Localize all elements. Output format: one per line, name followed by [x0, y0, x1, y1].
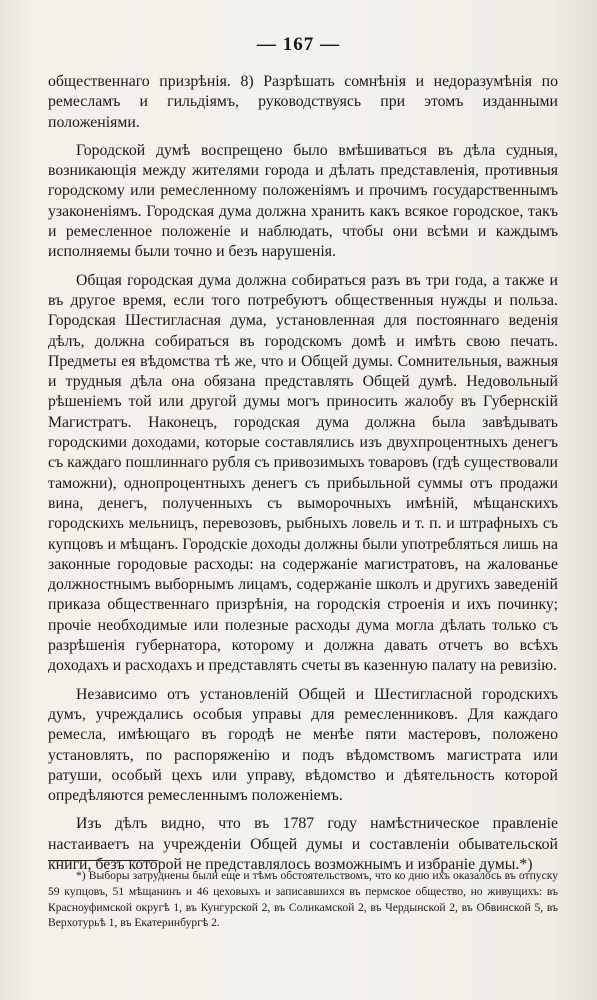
main-text [48, 72, 558, 883]
paragraph-4: Независимо отъ установленій Общей и Шестигласной городскихъ думъ, учреждались особыя управы для ремесленниковъ. Для каждаго ремесла, имѣющаго въ городѣ не менѣе пяти мастеровъ, положено установлять, по распоряженію и подъ вѣдомствомъ магистрата или ратуши, особый цехъ или управу, вѣдомство и дѣятельность которой опредѣляются ремесленнымъ положеніемъ. [48, 685, 558, 805]
page-number: — 167 — [257, 34, 340, 55]
paragraph-3: Общая городская дума должна собираться разъ въ три года, а также и въ другое время, если того потребуютъ общественныя нужды и польза. Городская Шестигласная дума, установленная для постояннаго веденія дѣлъ, должна собираться въ городскомъ домѣ и имѣть свою печать. Предметы ея вѣдомства тѣ же, что и Общей думы. Сомнительныя, важныя и трудныя дѣла она обязана представлять Общей думѣ. Недовольный рѣшеніемъ той или другой думы могъ приносить жалобу въ Губернскій Магистратъ. Наконецъ, городская дума должна была завѣдывать городскими доходами, которые составлялись изъ двухпроцентныхъ денегъ съ каждаго пошлиннаго рубля съ привозимыхъ товаровъ (гдѣ существовали таможни), однопроцентныхъ денегъ съ прибыльной суммы отъ продажи вина, денегъ, полученныхъ съ выморочныхъ имѣній, мѣщанскихъ городскихъ мельницъ, перевозовъ, рыбныхъ ловель и т. п. и штрафныхъ съ купцовъ и мѣщанъ. Городскіе доходы должны были употребляться лишь на законные городовые расходы: на содержаніе магистратовъ, на жалованье должностнымъ выборнымъ лицамъ, содержаніе школъ и другихъ заведеній приказа общественнаго призрѣнія, на городскія строенія и ихъ починку; прочіе необходимые или полезные расходы дума могла дѣлать только съ разрѣшенія губернатора, которому и должна давать отчетъ во всѣхъ доходахъ и расходахъ и представлять счеты въ казенную палату на ревизію. [48, 271, 558, 675]
paragraph-1: общественнаго призрѣнія. 8) Разрѣшать сомнѣнія и недоразумѣнія по ремесламъ и гильдіямъ, руководствуясь при этомъ изданными положеніями. [48, 73, 558, 131]
paragraph-2: Городской думѣ воспрещено было вмѣшиваться въ дѣла судныя, возникающія между жителями города и дѣлать представленія, противныя городскому или ремесленному положеніямъ и прочимъ государственнымъ узаконеніямъ. Городская дума должна хранить какъ всякое городское, такъ и ремесленное положеніе и наблюдать, чтобы они всѣми и каждымъ исполняемы были точно и безъ нарушенія. [48, 141, 558, 261]
footnote: *) Выборы затруднены были еще и тѣмъ обстоятельствомъ, что ко дню ихъ оказалось въ отпуску 59 купцовъ, 51 мѣщанинъ и 46 цеховыхъ и записавшихся въ пермское общество, но живущихъ: въ Красноуфимской округѣ 1, въ Кунгурской 2, въ Соликамской 2, въ Чердынской 2, въ Обвинской 5, въ Верхотурьѣ 1, въ Екатеринбургѣ 2. [48, 869, 558, 930]
paragraph-5: Изъ дѣлъ видно, что въ 1787 году намѣстническое правленіе настаиваетъ на учрежденіи Общей думы и составленіи обывательской книги, безъ которой не представлялось возможнымъ и избраніе думы.*) [48, 815, 558, 873]
footnote-divider [48, 860, 158, 861]
